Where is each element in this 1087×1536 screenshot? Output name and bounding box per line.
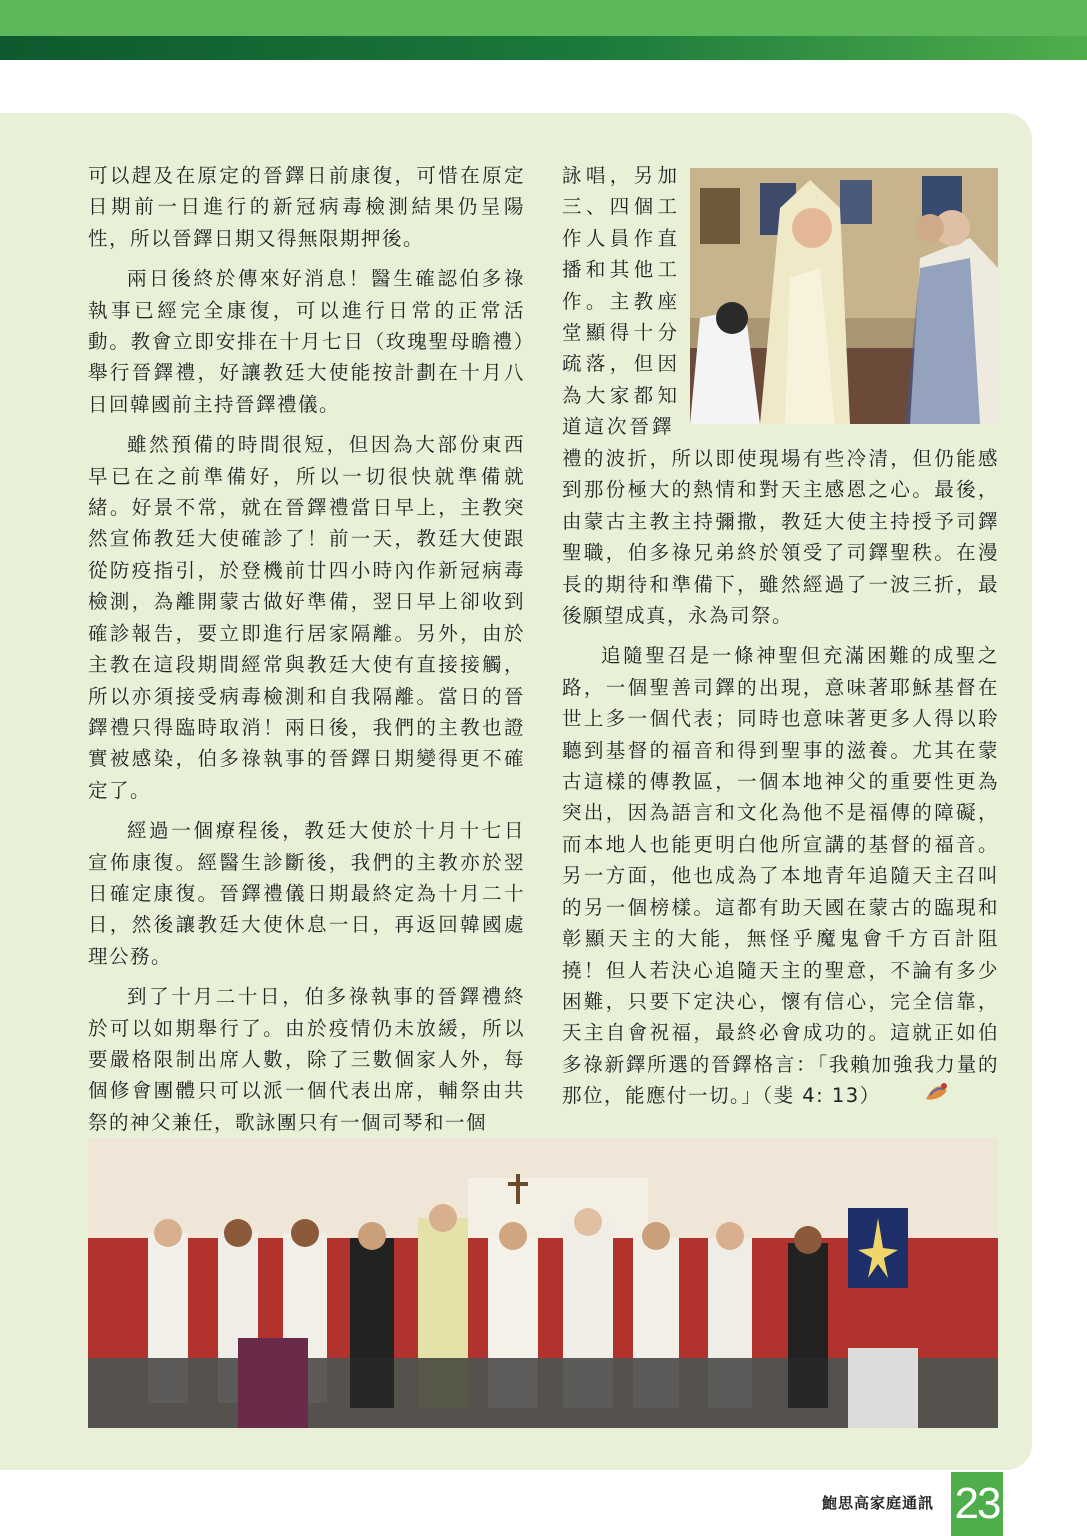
header-band-dark xyxy=(0,36,1087,60)
ordination-group-photo xyxy=(88,1138,998,1428)
header-band-light xyxy=(0,0,1087,36)
left-paragraph-1: 可以趕及在原定的晉鐸日前康復，可惜在原定日期前一日進行的新冠病毒檢測結果仍呈陽性，所以晉鐸日期又得無限期押後。 xyxy=(88,164,525,250)
left-paragraph-5: 到了十月二十日，伯多祿執事的晉鐸禮終於可以如期舉行了。由於疫情仍未放緩，所以要嚴格限制出席人數，除了三數個家人外，每個修會團體只可以派一個代表出席，輔祭由共祭的神父兼任，歌詠團只有一個司琴和一個 xyxy=(88,985,525,1134)
left-paragraph-3: 雖然預備的時間很短，但因為大部份東西早已在之前準備好，所以一切很快就準備就緒。好景不常，就在晉鐸禮當日早上，主教突然宣佈教廷大使確診了！前一天，教廷大使跟從防疫指引，於登機前廿四小時內作新冠病毒檢測，為離開蒙古做好準備，翌日早上卻收到確診報告，要立即進行居家隔離。另外，由於主教在這段期間經常與教廷大使有直接接觸，所以亦須接受病毒檢測和自我隔離。當日的晉鐸禮只得臨時取消！兩日後，我們的主教也證實被感染，伯多祿執事的晉鐸日期變得更不確定了。 xyxy=(88,433,525,802)
right-paragraph-1: 禮的波折，所以即使現場有些冷清，但仍能感到那份極大的熱情和對天主感恩之心。最後，由蒙古主教主持彌撒，教廷大使主持授予司鐸聖職，伯多祿兄弟終於領受了司鐸聖秩。在漫長的期待和準備下，雖然經過了一波三折，最後願望成真，永為司祭。 xyxy=(562,447,999,628)
article-left-column xyxy=(88,160,525,1147)
right-paragraph-2-text: 追隨聖召是一條神聖但充滿困難的成聖之路，一個聖善司鐸的出現，意味著耶穌基督在世上多一個代表；同時也意味著更多人得以聆聽到基督的福音和得到聖事的滋養。尤其在蒙古這樣的傳教區，一個本地神父的重要性更為突出，因為語言和文化為他不是福傳的障礙，而本地人也能更明白他所宣講的基督的福音。另一方面，他也成為了本地青年追隨天主召叫的另一個榜樣。這都有助天國在蒙古的臨現和彰顯天主的大能，無怪乎魔鬼會千方百計阻撓！但人若決心追隨天主的聖意，不論有多少困難，只要下定決心，懷有信心，完全信靠，天主自會祝福，最終必會成功的。這就正如伯多祿新鐸所選的晉鐸格言：「我賴加強我力量的那位，能應付一切。」（斐 4: 13） xyxy=(562,644,999,1108)
right-narrow-text: 詠唱，另加三、四個工作人員作直播和其他工作。主教座堂顯得十分疏落，但因為大家都知道這次晉鐸 xyxy=(562,164,680,439)
left-paragraph-4: 經過一個療程後，教廷大使於十月十七日宣佈康復。經醫生診斷後，我們的主教亦於翌日確定康復。晉鐸禮儀日期最終定為十月二十日，然後讓教廷大使休息一日，再返回韓國處理公務。 xyxy=(88,819,525,968)
article-end-icon xyxy=(885,1081,950,1112)
article-right-narrow-column xyxy=(562,160,680,452)
ordination-photo-laying-hands xyxy=(690,168,998,424)
article-right-column xyxy=(562,443,999,1121)
magazine-title: 鮑思高家庭通訊 xyxy=(822,1494,935,1512)
right-paragraph-2 xyxy=(562,640,999,1112)
left-paragraph-2: 兩日後終於傳來好消息！醫生確認伯多祿執事已經完全康復，可以進行日常的正常活動。教會立即安排在十月七日（玫瑰聖母瞻禮）舉行晉鐸禮，好讓教廷大使能按計劃在十月八日回韓國前主持晉鐸禮儀。 xyxy=(88,267,525,416)
page-number: 23 xyxy=(951,1472,1003,1536)
